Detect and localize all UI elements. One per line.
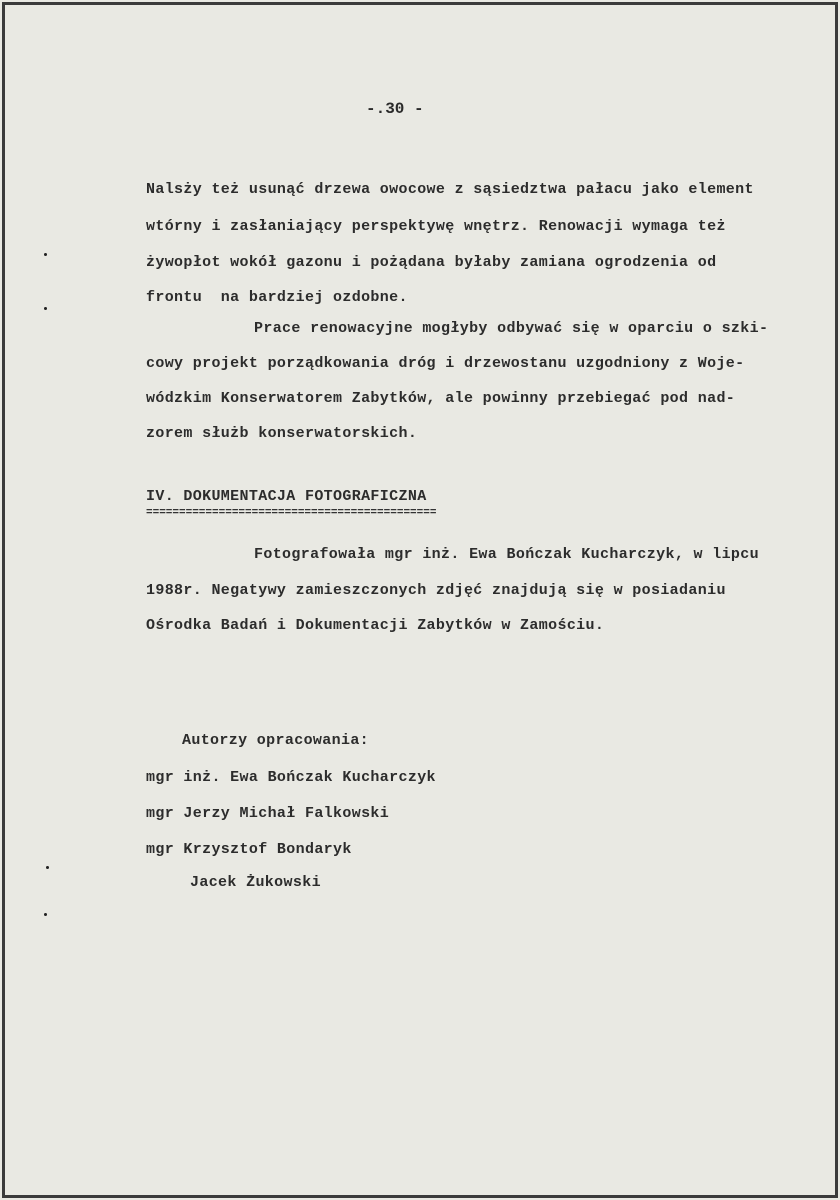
author-name: Jacek Żukowski [190, 874, 321, 891]
paragraph1-line: wtórny i zasłaniający perspektywę wnętrz. Renowacji wymaga też [146, 218, 726, 235]
section-heading: IV. DOKUMENTACJA FOTOGRAFICZNA [146, 488, 427, 505]
margin-speck [44, 253, 47, 256]
author-name: mgr Krzysztof Bondaryk [146, 841, 352, 858]
paragraph3-line: Fotografowała mgr inż. Ewa Bończak Kucharczyk, w lipcu [254, 546, 759, 563]
paragraph2-line: cowy projekt porządkowania dróg i drzewostanu uzgodniony z Woje- [146, 355, 745, 372]
paragraph3-line: 1988r. Negatywy zamieszczonych zdjęć znajdują się w posiadaniu [146, 582, 726, 599]
paragraph2-line: Prace renowacyjne mogłyby odbywać się w oparciu o szki- [254, 320, 769, 337]
authors-label: Autorzy opracowania: [182, 732, 370, 749]
paragraph1-line: frontu na bardziej ozdobne. [146, 289, 408, 306]
paragraph1-line: Nalsży też usunąć drzewa owocowe z sąsiedztwa pałacu jako element [146, 181, 754, 198]
section-heading-underline: ============================================ [146, 507, 437, 519]
margin-speck [46, 866, 49, 869]
author-name: mgr inż. Ewa Bończak Kucharczyk [146, 769, 436, 786]
paragraph2-line: wódzkim Konserwatorem Zabytków, ale powinny przebiegać pod nad- [146, 390, 736, 407]
paragraph1-line: żywopłot wokół gazonu i pożądana byłaby zamiana ogrodzenia od [146, 254, 717, 271]
margin-speck [44, 913, 47, 916]
margin-speck [44, 307, 47, 310]
author-name: mgr Jerzy Michał Falkowski [146, 805, 390, 822]
paragraph3-line: Ośrodka Badań i Dokumentacji Zabytków w Zamościu. [146, 617, 605, 634]
paragraph2-line: zorem służb konserwatorskich. [146, 425, 418, 442]
page-number: -.30 - [366, 100, 424, 118]
